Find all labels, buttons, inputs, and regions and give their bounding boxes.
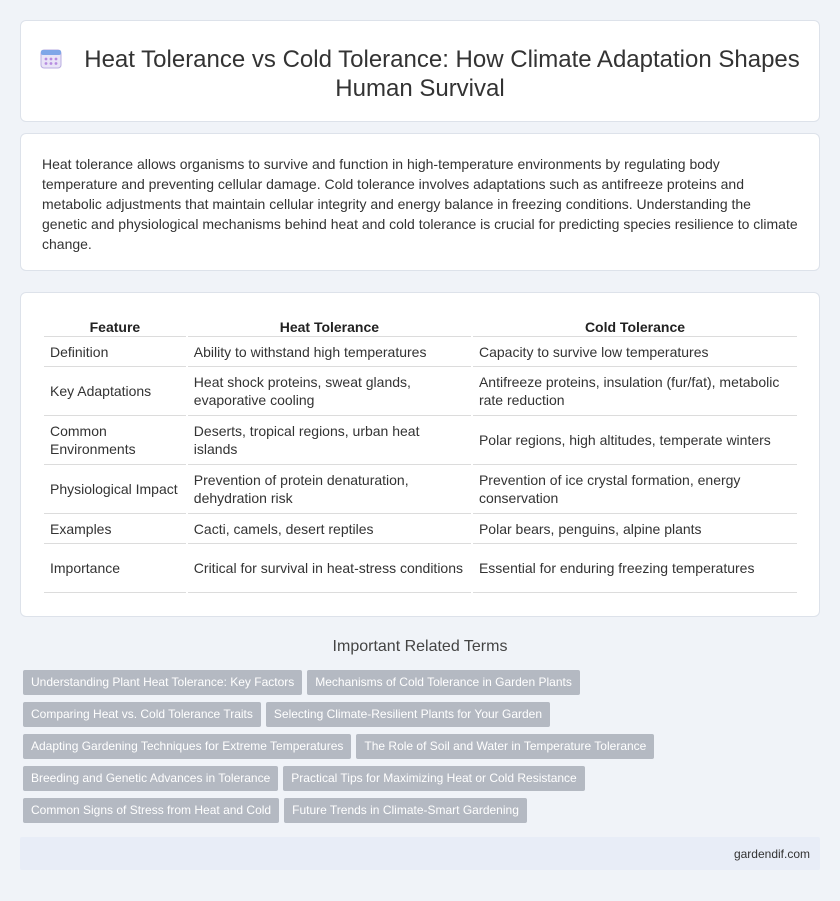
tag-row (23, 670, 663, 702)
table-cell: Capacity to survive low temperatures (473, 337, 797, 367)
footer-site[interactable]: gardendif.com (733, 847, 810, 861)
related-term-link[interactable]: Understanding Plant Heat Tolerance: Key Factors (23, 670, 302, 695)
table-row (44, 367, 797, 416)
related-terms-list (23, 670, 663, 830)
page-title (21, 45, 819, 103)
table-cell: Antifreeze proteins, insulation (fur/fat), metabolic rate reduction (473, 367, 797, 416)
intro-paragraph: Heat tolerance allows organisms to survive and function in high-temperature environments by regulating body temperature and preventing cellular damage. Cold tolerance involves adaptations such as antifreeze proteins and metabolic adjustments that maintain cellular integrity and energy balance in freezing conditions. Understanding the genetic and physiological mechanisms behind heat and cold tolerance is crucial for predicting species resilience to climate change. (42, 156, 798, 252)
page-title-text: Heat Tolerance vs Cold Tolerance: How Climate Adaptation Shapes Human Survival (84, 46, 800, 102)
table-cell: Critical for survival in heat-stress conditions (188, 544, 471, 593)
related-term-link[interactable]: Adapting Gardening Techniques for Extreme Temperatures (23, 734, 351, 759)
header-cold-tolerance: Cold Tolerance (473, 315, 797, 337)
table-header-row (44, 315, 797, 337)
tag-row (23, 798, 663, 830)
related-term-link[interactable]: Breeding and Genetic Advances in Tolerance (23, 766, 278, 791)
related-term-link[interactable]: The Role of Soil and Water in Temperature Tolerance (356, 734, 654, 759)
table-row (44, 416, 797, 465)
table-cell: Cacti, camels, desert reptiles (188, 514, 471, 544)
table-cell: Polar bears, penguins, alpine plants (473, 514, 797, 544)
related-term-link[interactable]: Selecting Climate-Resilient Plants for Your Garden (266, 702, 550, 727)
table-cell: Definition (44, 337, 186, 367)
header-card (20, 20, 820, 122)
tag-row (23, 702, 663, 734)
related-term-link[interactable]: Mechanisms of Cold Tolerance in Garden Plants (307, 670, 580, 695)
related-terms-title: Important Related Terms (332, 638, 508, 655)
table-cell: Ability to withstand high temperatures (188, 337, 471, 367)
comparison-table (42, 315, 799, 593)
table-row (44, 514, 797, 544)
calendar-icon (40, 47, 62, 69)
related-term-link[interactable]: Comparing Heat vs. Cold Tolerance Traits (23, 702, 261, 727)
table-row (44, 544, 797, 593)
table-cell: Prevention of protein denaturation, dehydration risk (188, 465, 471, 514)
header-heat-tolerance: Heat Tolerance (188, 315, 471, 337)
table-cell: Physiological Impact (44, 465, 186, 514)
related-term-link[interactable]: Common Signs of Stress from Heat and Cold (23, 798, 279, 823)
header-feature: Feature (44, 315, 186, 337)
table-cell: Examples (44, 514, 186, 544)
footer (20, 837, 820, 870)
table-cell: Heat shock proteins, sweat glands, evaporative cooling (188, 367, 471, 416)
table-row (44, 465, 797, 514)
table-cell: Importance (44, 544, 186, 593)
intro-card (20, 133, 820, 271)
table-cell: Key Adaptations (44, 367, 186, 416)
comparison-table-card (20, 292, 820, 617)
related-term-link[interactable]: Practical Tips for Maximizing Heat or Cold Resistance (283, 766, 584, 791)
table-cell: Common Environments (44, 416, 186, 465)
table-row (44, 337, 797, 367)
table-cell: Essential for enduring freezing temperatures (473, 544, 797, 593)
tag-row (23, 766, 663, 798)
related-term-link[interactable]: Future Trends in Climate-Smart Gardening (284, 798, 527, 823)
table-cell: Polar regions, high altitudes, temperate winters (473, 416, 797, 465)
table-cell: Prevention of ice crystal formation, energy conservation (473, 465, 797, 514)
tag-row (23, 734, 663, 766)
table-cell: Deserts, tropical regions, urban heat islands (188, 416, 471, 465)
